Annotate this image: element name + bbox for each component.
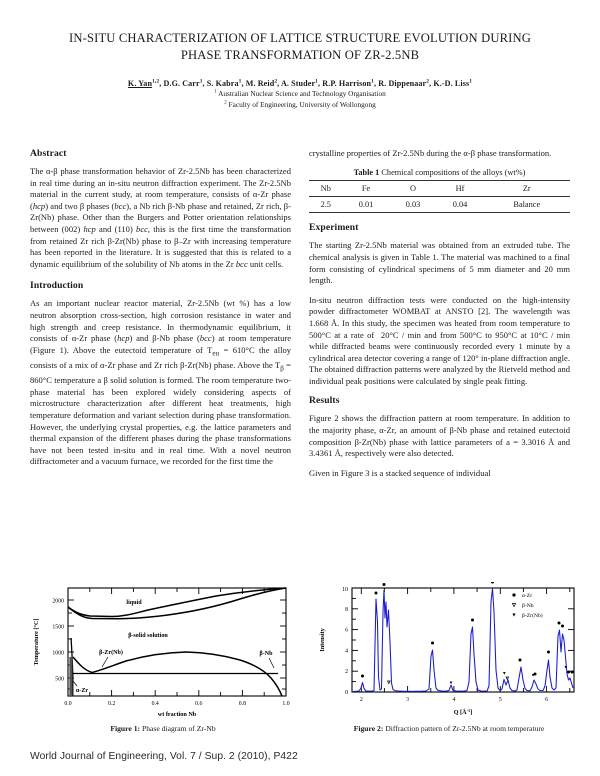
table-header-fe: Fe <box>343 180 390 196</box>
y-tick-label-1000: 1000 <box>52 650 64 657</box>
table-header-row <box>309 180 570 196</box>
x-tick-label-6: 6 <box>545 697 549 703</box>
phase-diagram-svg <box>26 582 300 722</box>
author-primary: K. Yan <box>127 79 153 88</box>
table-cell-fe: 0.01 <box>343 196 390 212</box>
x-tick-label-2: 0.4 <box>151 701 159 707</box>
x-tick-label-5: 5 <box>498 697 502 703</box>
affiliation-1: $^1$ Australian Nuclear Science and Technology Organisation <box>214 89 386 98</box>
y-tick-label-10: 10 <box>342 587 348 593</box>
table-caption <box>309 168 570 177</box>
diffraction-pattern-svg <box>312 582 586 722</box>
y-axis-title: Intensity <box>319 628 326 652</box>
x-tick-label-0: 0.0 <box>64 701 72 707</box>
y-tick-label-2: 2 <box>345 669 348 676</box>
y-axis-title: Temperature [°C] <box>33 618 40 666</box>
peak-marker-alpha-zr <box>567 671 570 674</box>
peak-marker-alpha-zr <box>561 625 564 628</box>
figures-row <box>0 582 600 733</box>
region-label-liquid: liquid <box>126 600 142 606</box>
x-tick-label-2: 2 <box>359 697 363 703</box>
figure-2-caption-label: Figure 2: <box>353 724 384 733</box>
figure-2-caption <box>312 724 586 733</box>
title-block <box>0 0 600 110</box>
experiment-text-1: The starting Zr-2.5Nb material was obtained from an extruded tube. The chemical analysis is given in Table 1. The material was machined to a final form consisting of cylindrical specimens of 5 mm diameter and 20 mm length. <box>309 240 570 286</box>
left-column <box>30 148 291 479</box>
y-tick-label-1500: 1500 <box>52 624 64 631</box>
y-tick-label-6: 6 <box>345 627 348 634</box>
page-title-line2: PHASE TRANSFORMATION OF ZR-2.5NB <box>180 48 420 62</box>
peak-marker-alpha-zr <box>519 659 522 662</box>
figure-2 <box>312 582 586 733</box>
results-text-1: Figure 2 shows the diffraction pattern at room temperature. In addition to the majority phase, α-Zr, an amount of β-Nb phase and retained eutectoid composition β-Zr(Nb) phase with lattice parameters of a = 3.3016 Å and 3.4361 Å, respectively were also detected. <box>309 413 570 459</box>
table-cell-zr: Balance <box>484 196 570 212</box>
region-label-alpha-zr: α-Zr <box>75 688 89 694</box>
results-text-2: Given in Figure 3 is a stacked sequence of individual <box>309 467 491 478</box>
affiliation-1-text: Australian Nuclear Science and Technology Organisation <box>218 89 386 98</box>
y-tick-label-8: 8 <box>345 606 348 613</box>
x-tick-label-3: 0.6 <box>195 701 203 707</box>
peak-marker-alpha-zr <box>534 673 537 676</box>
peak-marker-alpha-zr <box>491 582 494 584</box>
table-header-zr: Zr <box>484 180 570 196</box>
right-column <box>309 148 570 479</box>
peak-marker-alpha-zr <box>558 622 561 625</box>
table-caption-text: Chemical compositions of the alloys (wt%) <box>381 167 526 177</box>
peak-marker-alpha-zr <box>547 651 550 654</box>
table-header-nb: Nb <box>309 180 343 196</box>
page-title <box>52 30 548 64</box>
figure-1-caption-label: Figure 1: <box>110 724 141 733</box>
peak-marker-alpha-zr <box>375 592 378 595</box>
region-label-beta-zr-nb: β-Zr(Nb) <box>99 650 123 656</box>
page-title-line1: IN-SITU CHARACTERIZATION OF LATTICE STRUCTURE EVOLUTION DURING <box>69 31 531 45</box>
figure-2-plot <box>312 582 586 722</box>
peak-marker-alpha-zr <box>471 619 474 622</box>
table-header-hf: Hf <box>437 180 484 196</box>
x-tick-label-1: 0.2 <box>107 701 116 707</box>
legend-label-alpha-zr: α-Zr <box>522 593 533 599</box>
table-header-o: O <box>390 180 437 196</box>
table-cell-hf: 0.04 <box>437 196 484 212</box>
table-cell-nb: 2.5 <box>309 196 343 212</box>
experiment-heading: Experiment <box>309 222 359 234</box>
table-cell-o: 0.03 <box>390 196 437 212</box>
figure-1 <box>26 582 300 733</box>
legend-marker-alpha-zr <box>512 593 515 596</box>
peak-marker-alpha-zr <box>361 675 364 678</box>
legend-label-beta-nb: β-Nb <box>522 603 534 609</box>
figure-1-plot <box>26 582 300 722</box>
x-tick-label-3: 3 <box>406 697 410 703</box>
peak-marker-alpha-zr <box>571 671 574 674</box>
results-heading: Results <box>309 395 340 407</box>
x-tick-label-5: 1.0 <box>282 701 290 707</box>
x-tick-label-4: 4 <box>452 697 456 703</box>
abstract-text: The α-β phase transformation behavior of Zr-2.5Nb has been characterized in real time during an in-situ neutron diffraction experiment. The Zr-2.5Nb material in the current study, at room temperature, consists of α-Zr phase (hcp) and two β phases (bcc), a Nb rich β-Nb phase and retained, Zr rich, β-Zr(Nb) phase. Other than the Burgers and Potter orientation relationships between (002) hcp and (110) bcc, this is the first time the transformation from retained Zr rich β-Zr(Nb) phase to β–Zr with increasing temperature has been reported in the literature. It is suggested that this is related to a dynamic equilibrium of the solubility of Nb atoms in the Zr bcc unit cells. <box>30 166 292 269</box>
author-list: K. Yan$^{1,2}$, D.G. Carr$^1$, S. Kabra$^1$, M. Reid$^2$, A. Studer$^1$, R.P. Harrison$^1$, R. Dippenaar$^2$, K.-D. Liss$^1$ <box>127 78 473 88</box>
table-caption-label: Table 1 <box>353 167 380 177</box>
region-label-beta-solid-solution: β-solid solution <box>128 633 168 639</box>
table-row <box>309 196 570 212</box>
y-tick-label-500: 500 <box>55 676 64 683</box>
introduction-heading: Introduction <box>30 280 84 292</box>
introduction-text: As an important nuclear reactor material, Zr-2.5Nb (wt %) has a low neutron absorption cross-section, high corrosion resistance in water and high strength and creep resistance. In thermodynamic equilibrium, it consists of α-Zr phase (hcp) and β-Nb phase (bcc) at room temperature (Figure 1). Above the eutectoid temperature of $T_{eu} = 610^\circ C$ the alloy consists of a mix of α-Zr phase and Zr rich β-Zr(Nb) phase. Above the $T_\beta = 860^\circ C$ temperature a β solid solution is formed. The room temperature two-phase material has been explored widely considering aspects of microstructure characterization after different heat treatments, high temperature deformation and variant selection during phase transformation. However, the underlying crystal properties, e.g. the lattice parameters and thermal expansion of the different phases during the phase transformations have not been tested in-situ and in real time. With a novel neutron diffractometer and a vacuum furnace, we recorded for the first time the <box>30 298 292 467</box>
alpha-zr-field <box>69 657 72 696</box>
experiment-text-2: In-situ neutron diffraction tests were conducted on the high-intensity powder diffractometer WOMBAT at ANSTO [2]. The wavelength was 1.668 Å. In this study, the specimen was heated from room temperature to 500°C at a rate of 20°C / min and from 500°C to 950°C at 10°C / min while diffracted beams were continuously recorded every 1 minute by a cylindrical area detector covering a range of 120° in-plane diffraction angle. The obtained diffraction patterns were analyzed by the Rietveld method and individual peak positions were calculated by single peak fitting. <box>309 294 570 386</box>
figure-1-caption-text: Phase diagram of Zr-Nb <box>141 724 216 733</box>
affiliation-2: $^2$ Faculty of Engineering, University of Wollongong <box>224 99 376 109</box>
composition-table-wrapper <box>309 168 570 214</box>
page-footer: World Journal of Engineering, Vol. 7 / Sup. 2 (2010), P422 <box>30 751 298 762</box>
legend-label-beta-zr-nb: β-Zr(Nb) <box>522 613 543 619</box>
composition-table <box>309 180 570 214</box>
peak-marker-alpha-zr <box>431 642 434 645</box>
plot-frame <box>352 588 574 692</box>
x-axis-title: Q $[Å^{-1}]$ <box>453 708 473 716</box>
body-columns <box>0 148 600 479</box>
y-tick-label-0: 0 <box>345 690 348 696</box>
x-tick-label-4: 0.8 <box>238 701 247 707</box>
affiliation-2-text: Faculty of Engineering, University of Wollongong <box>228 99 376 109</box>
x-axis-title: wt fraction Nb <box>157 711 197 718</box>
peak-marker-alpha-zr <box>383 583 386 586</box>
y-tick-label-2000: 2000 <box>52 598 64 605</box>
continued-text: crystalline properties of Zr-2.5Nb during the α-β phase transformation. <box>309 148 552 158</box>
figure-1-caption <box>26 724 300 733</box>
abstract-heading: Abstract <box>30 148 67 159</box>
region-label-beta-nb: β-Nb <box>259 651 273 657</box>
y-tick-label-4: 4 <box>345 648 348 655</box>
figure-2-caption-text: Diffraction pattern of Zr-2.5Nb at room temperature <box>385 724 545 733</box>
